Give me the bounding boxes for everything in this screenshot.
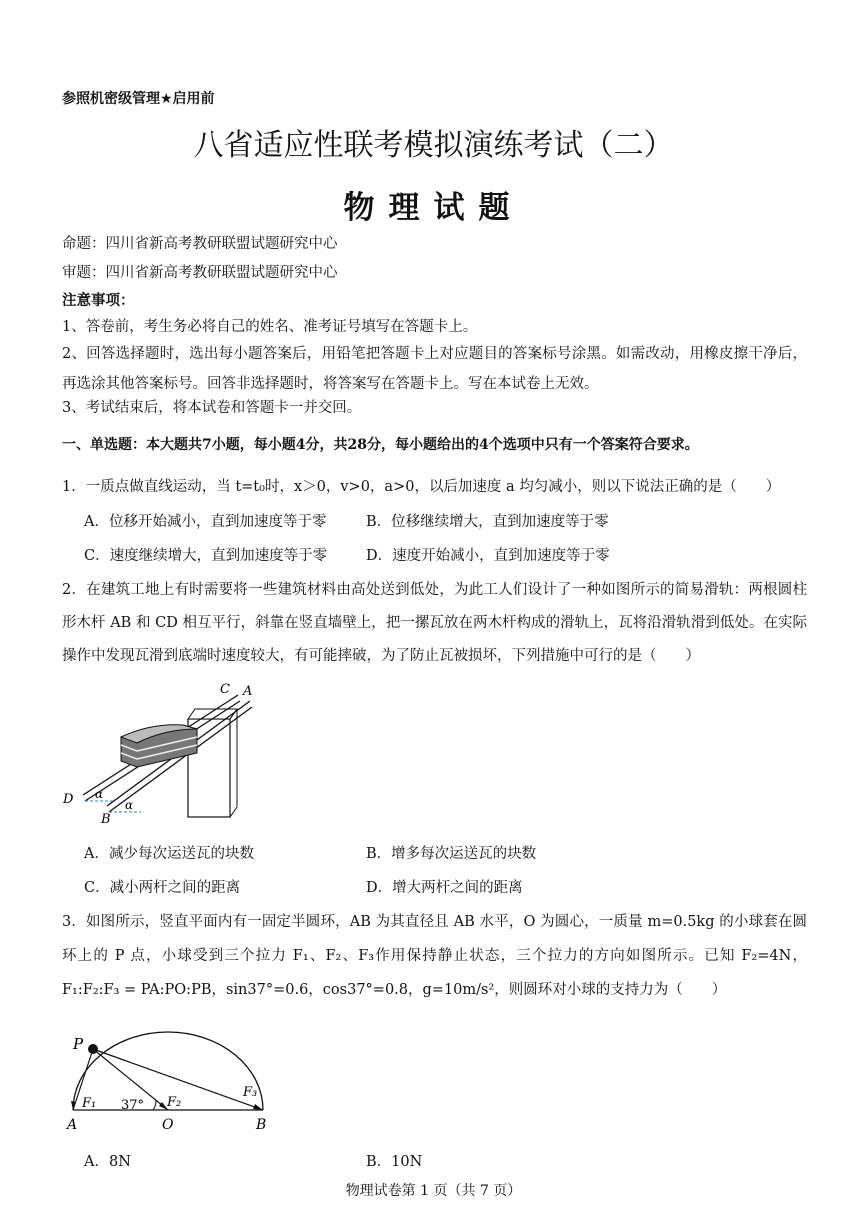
label-b: B xyxy=(256,1117,267,1133)
exam-title: 八省适应性联考模拟演练考试（二） xyxy=(193,128,674,163)
label-a: A xyxy=(243,684,253,699)
wall-top xyxy=(188,709,237,719)
label-p: P xyxy=(73,1035,84,1053)
q1-option-a: A．位移开始减小，直到加速度等于零 xyxy=(84,514,327,530)
label-f2: F₂ xyxy=(167,1095,182,1110)
author-line: 命题：四川省新高考教研联盟试题研究中心 xyxy=(62,236,338,252)
question-stem: 3．如图所示，竖直平面内有一固定半圆环，AB 为其直径且 AB 水平，O 为圆心，一质量 m=0.5kg 的小球套在圆环上的 P 点，小球受到三个拉力 F₁、F₂、F₃作用保持静止状态，三个拉力的方向如图所示。已知 F₂=4N，F₁:F₂:F₃ = PA:PO:PB，sin37°=0.6，cos37°=0.8，g=10m/s²，则圆环对小球的支持力为（ ） xyxy=(62,914,807,998)
label-o: O xyxy=(162,1117,174,1133)
arrow-f3 xyxy=(253,1104,263,1110)
q3-option-b: B．10N xyxy=(366,1154,423,1170)
page-footer: 物理试卷第 1 页（共 7 页） xyxy=(345,1183,522,1199)
q3-option-a: A．8N xyxy=(84,1154,131,1170)
angle-arc xyxy=(153,1100,156,1110)
slide-rail-figure xyxy=(55,675,270,825)
label-alpha: α xyxy=(95,787,104,801)
confidential-mark: 参照机密级管理★启用前 xyxy=(62,91,215,107)
label-b: B xyxy=(101,812,111,825)
label-a: A xyxy=(67,1117,78,1133)
q1-option-d: D．速度开始减小，直到加速度等于零 xyxy=(366,548,610,564)
q2-option-b: B．增多每次运送瓦的块数 xyxy=(366,846,537,862)
q2-option-c: C．减小两杆之间的距离 xyxy=(84,880,241,896)
label-c: C xyxy=(220,682,230,697)
q1-option-b: B．位移继续增大，直到加速度等于零 xyxy=(366,514,609,530)
ball-p xyxy=(88,1044,98,1054)
label-f1: F₁ xyxy=(82,1096,97,1111)
subject-title: 物理试题 xyxy=(343,190,524,226)
angle-label: 37° xyxy=(121,1098,145,1113)
q2-option-a: A．减少每次运送瓦的块数 xyxy=(84,846,254,862)
q2-option-d: D．增大两杆之间的距离 xyxy=(366,880,523,896)
question-stem: 2．在建筑工地上有时需要将一些建筑材料由高处送到低处，为此工人们设计了一种如图所示的简易滑轨：两根圆柱形木杆 AB 和 CD 相互平行，斜靠在竖直墙壁上，把一摞瓦放在两木杆构成的滑轨上，瓦将沿滑轨滑到低处。在实际操作中发现瓦滑到底端时速度较大，有可能摔破，为了防止瓦被损坏，下列措施中可行的是（ ） xyxy=(62,582,807,664)
arrow-f1 xyxy=(71,1101,76,1110)
label-alpha: α xyxy=(125,798,134,812)
reviewer-line: 审题：四川省新高考教研联盟试题研究中心 xyxy=(62,265,338,281)
semicircle-figure xyxy=(55,1025,285,1133)
section-heading: 一、单选题：本大题共7小题，每小题4分，共28分，每小题给出的4个选项中只有一个答案符合要求。 xyxy=(62,437,699,453)
q1-option-c: C．速度继续增大，直到加速度等于零 xyxy=(84,548,328,564)
tile-stack xyxy=(121,725,197,767)
question-stem: 1．一质点做直线运动，当 t=t₀时，x＞0，v>0，a>0，以后加速度 a 均匀减小，则以下说法正确的是（ ） xyxy=(62,479,781,495)
notice-heading: 注意事项： xyxy=(62,292,135,309)
label-d: D xyxy=(63,792,74,807)
label-f3: F₃ xyxy=(243,1085,258,1100)
notice-item: 3、考试结束后，将本试卷和答题卡一并交回。 xyxy=(62,400,362,416)
notice-item: 1、答卷前，考生务必将自己的姓名、准考证号填写在答题卡上。 xyxy=(62,319,478,335)
notice-item: 2、回答选择题时，选出每小题答案后，用铅笔把答题卡上对应题目的答案标号涂黑。如需改动，用橡皮擦干净后，再选涂其他答案标号。回答非选择题时，将答案写在答题卡上。写在本试卷上无效。 xyxy=(62,346,807,392)
